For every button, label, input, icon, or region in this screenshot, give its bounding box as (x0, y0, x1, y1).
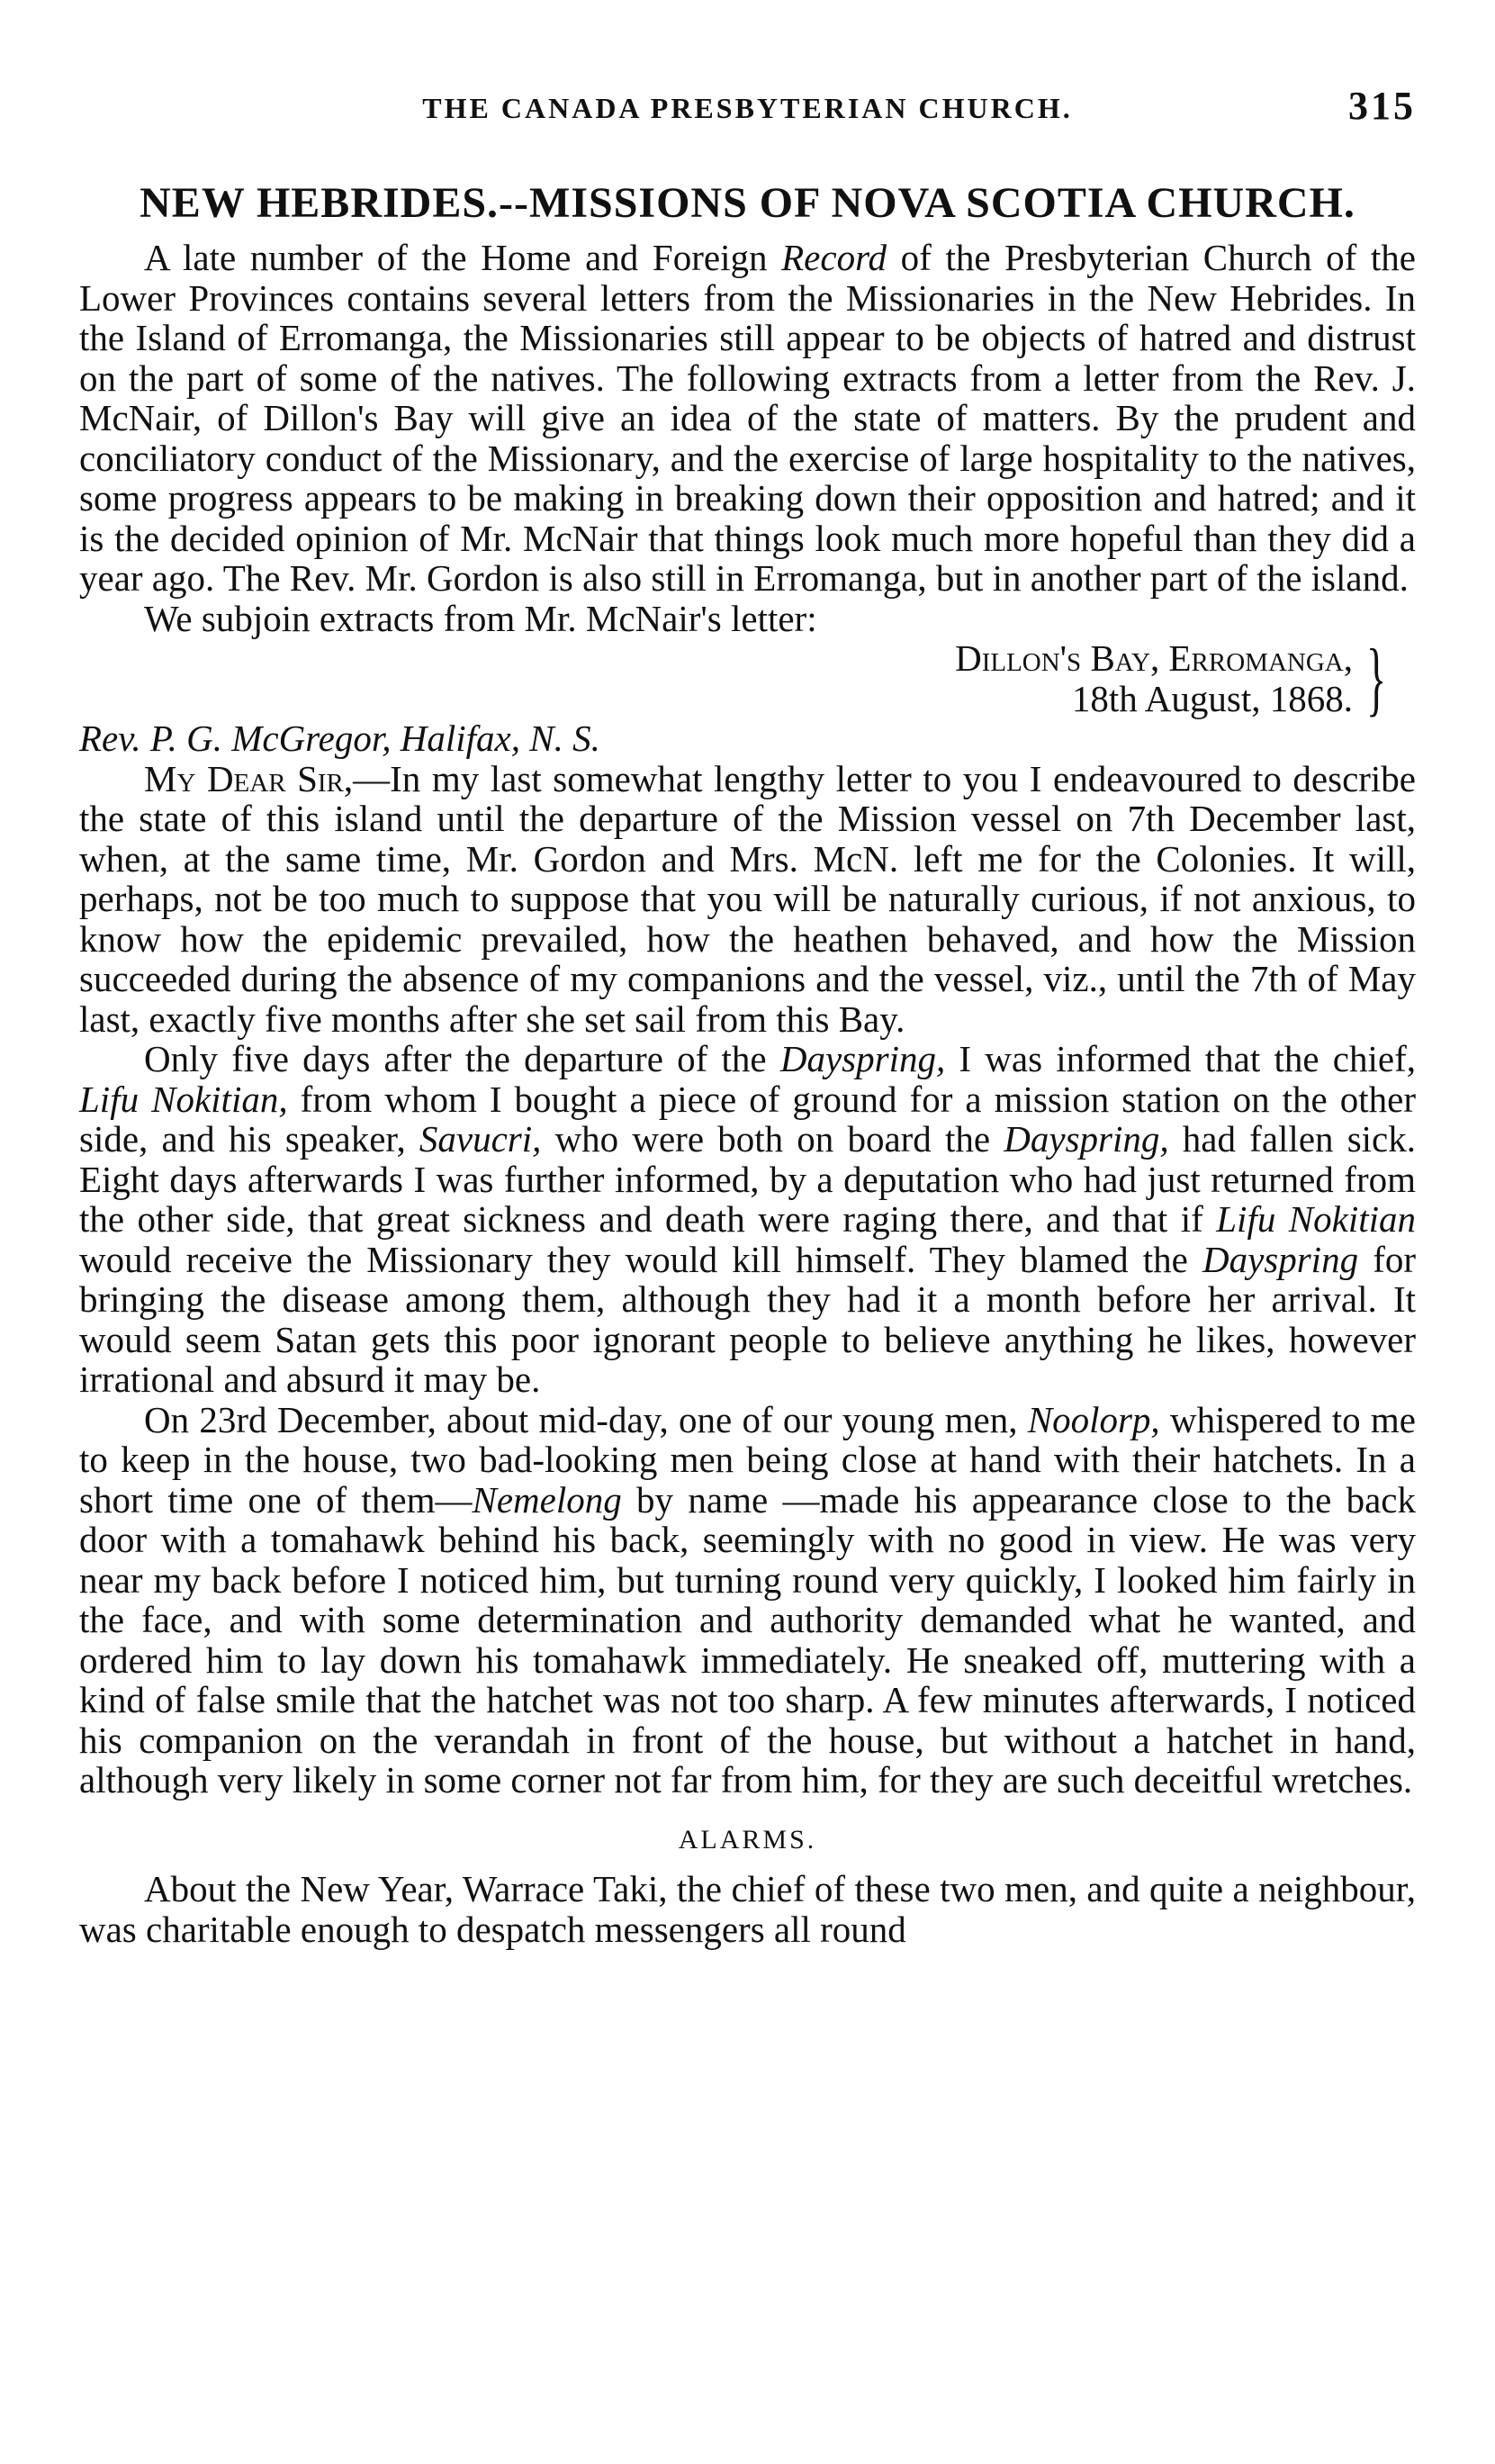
dateline-brace: } (1365, 632, 1386, 724)
dateline-place: Dillon's Bay, Erromanga, (955, 637, 1353, 679)
dateline-date: 18th August, 1868. (1071, 677, 1353, 719)
letter-paragraph: My Dear Sir,—In my last somewhat lengthy letter to you I endeavoured to describe the state of this island until the departure of the Mission vessel on 7th December last, when, at the same time, Mr. Gordon and Mrs. McN. left me for the Colonies. It will, perhaps, not be too much to suppose that you will be naturally curious, if not anxious, to know how the epidemic prevailed, how the heathen behaved, and how the Mission succeeded during the absence of my companions and the vessel, viz., until the 7th of May last, exactly five months after she set sail from this Bay. (79, 757, 1417, 1040)
article-title: NEW HEBRIDES.--MISSIONS OF NOVA SCOTIA CHURCH. (140, 179, 1355, 227)
intro-paragraph: A late number of the Home and Foreign Record of the Presbyterian Church of the Lower Provinces contains several letters from the Missionaries in the New Hebrides. In the Island of Erromanga, the Missionaries still appear to be objects of hatred and distrust on the part of some of the natives. The following extracts from a letter from the Rev. J. McNair, of Dillon's Bay will give an idea of the state of matters. By the prudent and conciliatory conduct of the Missionary, and the exercise of large hospitality to the natives, some progress appears to be making in breaking down their opposition and hatred; and it is the decided opinion of Mr. McNair that things look much more hopeful than they did a year ago. The Rev. Mr. Gordon is also still in Erromanga, but in another part of the island. (79, 237, 1416, 599)
article-body (79, 238, 1416, 1949)
page-number: 315 (1348, 84, 1416, 128)
section-subheading: ALARMS. (678, 1824, 817, 1855)
running-title: THE CANADA PRESBYTERIAN CHURCH. (422, 92, 1073, 124)
intro-paragraph-2: We subjoin extracts from Mr. McNair's letter: (144, 597, 817, 639)
letter-paragraph: About the New Year, Warrace Taki, the chief of these two men, and quite a neighbour, was charitable enough to despatch messengers all round (79, 1868, 1416, 1950)
letter-paragraph: Only five days after the departure of the Dayspring, I was informed that the chief, Lifu Nokitian, from whom I bought a piece of ground for a mission station on the other side, and his speaker, Savucri, who were both on board the Dayspring, had fallen sick. Eight days afterwards I was further informed, by a deputation who had just returned from the other side, that great sickness and death were raging there, and that if Lifu Nokitian would receive the Missionary they would kill himself. They blamed the Dayspring for bringing the disease among them, although they had it a month before her arrival. It would seem Satan gets this poor ignorant people to believe anything he likes, however irrational and absurd it may be. (79, 1038, 1417, 1400)
salutation: My Dear Sir (144, 757, 344, 799)
running-head (79, 83, 1416, 137)
letter-paragraph: On 23rd December, about mid-day, one of our young men, Noolorp, whispered to me to keep in the house, two bad-looking men being close at hand with their hatchets. In a short time one of them—Nemelong by name —made his appearance close to the back door with a tomahawk behind his back, seemingly with no good in view. He was very near my back before I noticed him, but turning round very quickly, I looked him fairly in the face, and with some determination and authority demanded what he wanted, and ordered him to lay down his tomahawk immediately. He sneaked off, muttering with a kind of false smile that the hatchet was not too sharp. A few minutes afterwards, I noticed his companion on the verandah in front of the house, but without a hatchet in hand, although very likely in some corner not far from him, for they are such deceitful wretches. (79, 1398, 1417, 1801)
letter-dateline (79, 632, 1416, 724)
letter-addressee: Rev. P. G. McGregor, Halifax, N. S. (79, 718, 600, 759)
